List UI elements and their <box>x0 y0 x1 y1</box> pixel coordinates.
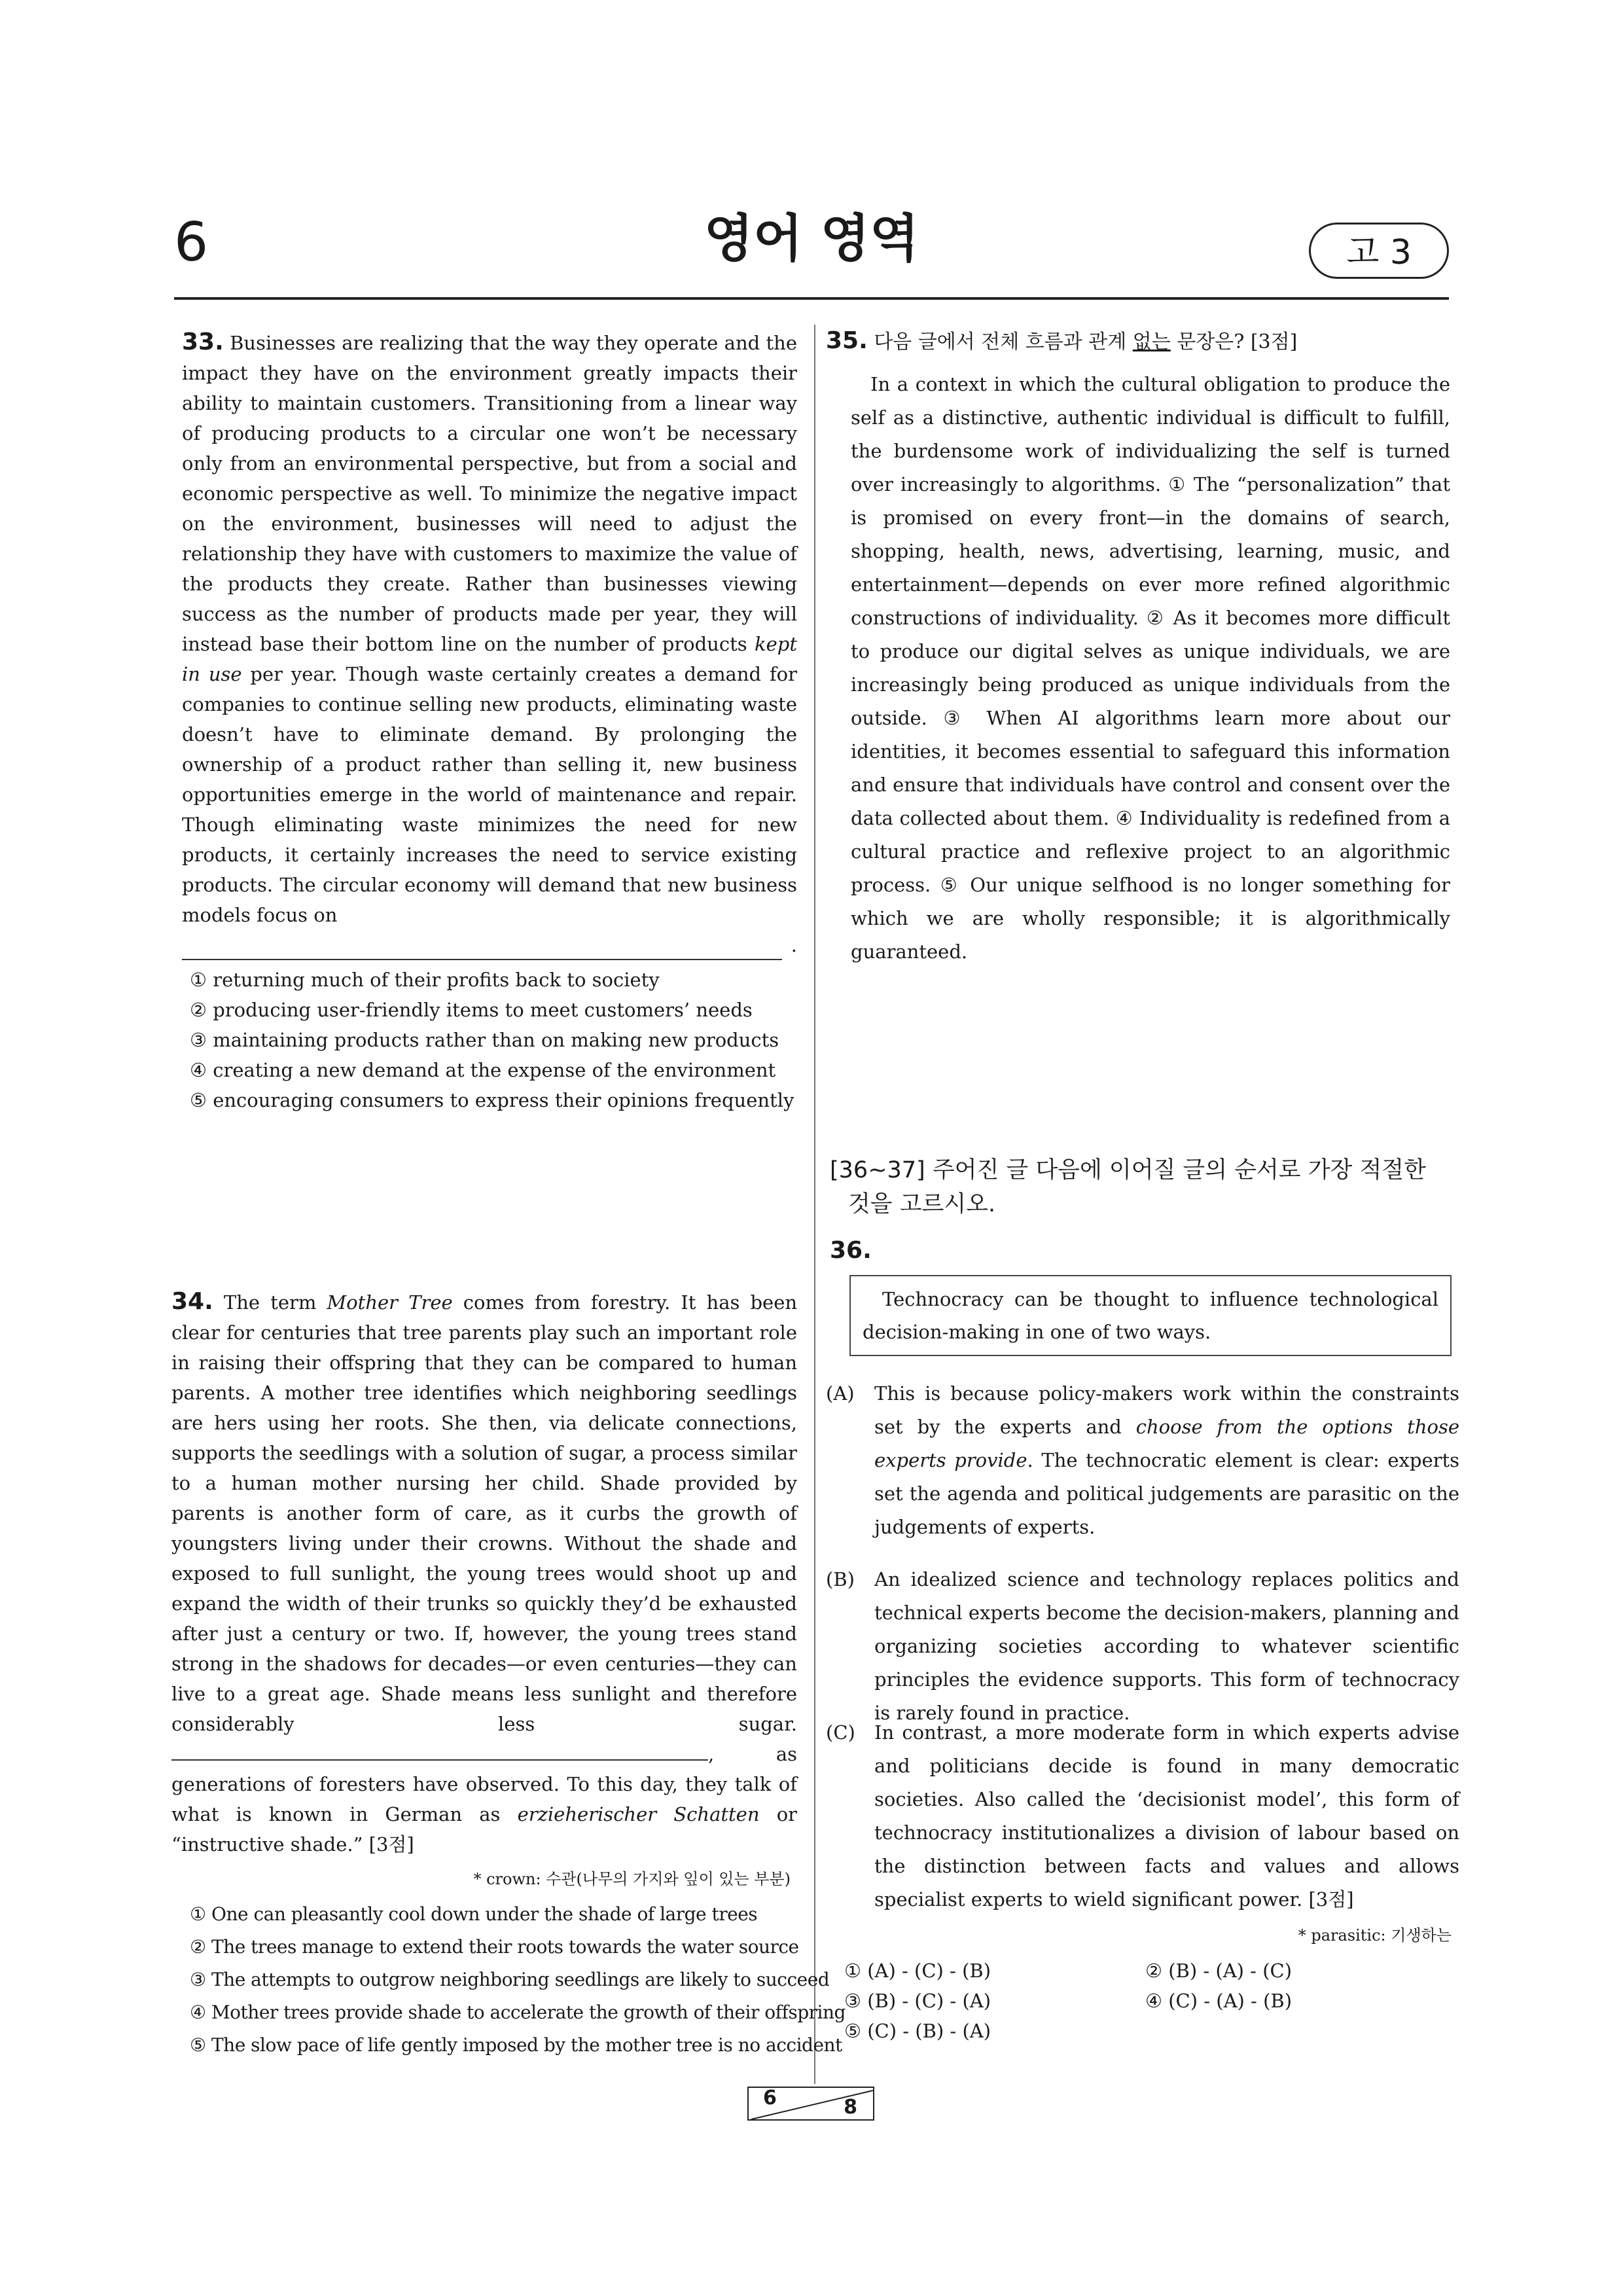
column-divider <box>814 325 815 2084</box>
question-36-paragraph-a <box>826 1377 1459 1544</box>
question-36-footnote: * parasitic: 기생하는 <box>1298 1926 1452 1945</box>
section-36-37-line2: 것을 고르시오. <box>848 1191 996 1217</box>
question-33-italic: kept in use <box>182 633 797 685</box>
question-36-paragraph-c <box>826 1716 1459 1916</box>
page-indicator <box>747 2087 874 2121</box>
page-indicator-current: 6 <box>763 2087 777 2109</box>
page-number: 6 <box>174 211 209 274</box>
question-33-option[interactable]: ④ creating a new demand at the expense of the environment <box>190 1059 776 1081</box>
question-36-given-text: Technocracy can be thought to influence technological decision-making in one of two ways. <box>863 1288 1438 1343</box>
question-36-option[interactable]: ④ (C) - (A) - (B) <box>1145 1990 1293 2012</box>
question-33-option[interactable]: ② producing user-friendly items to meet customers’ needs <box>190 999 753 1021</box>
question-36-option[interactable]: ⑤ (C) - (B) - (A) <box>844 2020 991 2042</box>
question-33-option[interactable]: ① returning much of their profits back to society <box>190 969 660 991</box>
question-36-option[interactable]: ① (A) - (C) - (B) <box>844 1960 991 1982</box>
question-34-option[interactable]: ① One can pleasantly cool down under the shade of large trees <box>190 1903 758 1925</box>
question-33-number: 33. <box>182 329 224 355</box>
question-35-prompt-underlined: 없는 <box>1132 331 1171 353</box>
question-34-text-3: , as generations of foresters have observed. To this day, they talk of what is known in German as <box>171 1743 797 1825</box>
question-33-option[interactable]: ⑤ encouraging consumers to express their opinions frequently <box>190 1089 794 1111</box>
paragraph-b-text: An idealized science and technology replaces politics and technical experts become the decision-makers, planning and organizing societies according to whatever scientific principles the evidence supports. This form of technocracy is rarely found in practice. <box>874 1568 1459 1724</box>
grade-badge: 고 3 <box>1309 223 1449 279</box>
question-34-number: 34. <box>171 1288 213 1315</box>
question-34-text-2: comes from forestry. It has been clear for centuries that tree parents play such an important role in raising their offspring that they can be compared to human parents. A mother tree identifies which neighboring seedlings are hers using her roots. She then, via delicate connections, supports the seedlings with a solution of sugar, a process similar to a human mother nursing her child. Shade provided by parents is another form of care, as it curbs the growth of youngsters living under their crowns. Without the shade and exposed to full sunlight, the young trees would shoot up and expand the width of their trunks so quickly they’d be exhausted after just a century or two. If, however, the young trees stand strong in the shadows for decades—or even centuries—they can live to a great age. Shade means less sunlight and therefore considerably less sugar. <box>171 1291 798 1735</box>
question-36-number: 36. <box>830 1237 872 1264</box>
question-34-text-1: The term <box>223 1291 317 1314</box>
question-33 <box>182 327 797 960</box>
question-36-paragraph-b <box>826 1563 1459 1730</box>
question-33-blank <box>182 943 782 960</box>
question-35-prompt-2: 문장은? [3점] <box>1177 331 1298 353</box>
question-36-option[interactable]: ③ (B) - (C) - (A) <box>844 1990 991 2012</box>
question-35-passage: In a context in which the cultural obligation to produce the self as a distinctive, authentic individual is difficult to fulfill, the burdensome work of individualizing the self is turned over increasingly to algorithms. ① The “personalization” that is promised on every front—in the domains of search, shopping, health, news, advertising, learning, music, and entertainment—depends on ever more refined algorithmic constructions of individuality. ② As it becomes more difficult to produce our digital selves as unique individuals, we are increasingly being produced as unique individuals from the outside. ③ When AI algorithms learn more about our identities, it becomes essential to safeguard this information and ensure that individuals have control and consent over the data collected about them. ④ Individuality is redefined from a cultural practice and reflexive project to an algorithmic process. ⑤ Our unique selfhood is no longer something for which we are wholly responsible; it is algorithmically guaranteed. <box>851 373 1450 963</box>
question-36-given-box <box>849 1275 1452 1356</box>
question-34-italic-2: erzieherischer Schatten <box>517 1803 760 1825</box>
paragraph-a-italic: choose from the options those experts provide <box>874 1416 1460 1471</box>
paragraph-a-text-1: This is because policy-makers work within the constraints set by the experts and <box>874 1382 1459 1438</box>
question-34-option[interactable]: ④ Mother trees provide shade to accelerate the growth of their offspring <box>190 2001 846 2023</box>
question-34-options <box>190 1898 846 2062</box>
section-36-37-line1: [36~37] 주어진 글 다음에 이어질 글의 순서로 가장 적절한 <box>830 1157 1426 1183</box>
question-34-text-4: or “instructive shade.” [3점] <box>171 1803 798 1856</box>
question-34-option[interactable]: ⑤ The slow pace of life gently imposed by the mother tree is no accident <box>190 2034 842 2056</box>
section-36-37-heading <box>830 1153 1452 1221</box>
page-indicator-total: 8 <box>844 2096 857 2119</box>
question-33-options <box>190 965 798 1115</box>
question-34-option[interactable]: ② The trees manage to extend their roots towards the water source <box>190 1936 799 1958</box>
question-35-prompt <box>826 326 1454 357</box>
question-34-italic-1: Mother Tree <box>327 1291 453 1314</box>
paragraph-c-label: (C) <box>826 1721 855 1744</box>
header-rule <box>174 297 1449 300</box>
paragraph-b-label: (B) <box>826 1568 855 1590</box>
paragraph-c-text: In contrast, a more moderate form in which experts advise and politicians decide is found in many democratic societies. Also called the ‘decisionist model’, this form of technocracy institutionalizes a division of labour based on the distinction between facts and values and allows specialist experts to wield significant power. [3점] <box>874 1721 1459 1910</box>
question-34-footnote: * crown: 수관(나무의 가지와 잎이 있는 부분) <box>473 1870 791 1888</box>
question-34-blank <box>171 1746 708 1761</box>
question-33-blank-end: . <box>791 934 797 956</box>
paragraph-a-text-2: . The technocratic element is clear: experts set the agenda and political judgements are parasitic on the judgements of experts. <box>874 1449 1459 1538</box>
question-33-text-1: Businesses are realizing that the way they operate and the impact they have on the environment greatly impacts their ability to maintain customers. Transitioning from a linear way of producing products to a circular one won’t be necessary only from an environmental perspective, but from a social and economic perspective as well. To minimize the negative impact on the environment, businesses will need to adjust the relationship they have with customers to maximize the value of the products they create. Rather than businesses viewing success as the number of products made per year, they will instead base their bottom line on the number of products <box>182 332 797 655</box>
section-title: 영어 영역 <box>704 209 919 268</box>
question-33-text-2: per year. Though waste certainly creates a demand for companies to continue selling new products, eliminating waste doesn’t have to eliminate demand. By prolonging the ownership of a product rather than selling it, new business opportunities emerge in the world of maintenance and repair. Though eliminating waste minimizes the need for new products, it certainly increases the need to service existing products. The circular economy will demand that new business models focus on <box>182 663 798 926</box>
paragraph-a-label: (A) <box>826 1382 855 1405</box>
question-34-option[interactable]: ③ The attempts to outgrow neighboring seedlings are likely to succeed <box>190 1969 830 1990</box>
question-34 <box>171 1287 797 1859</box>
question-33-option[interactable]: ③ maintaining products rather than on making new products <box>190 1029 779 1051</box>
question-35-prompt-1: 다음 글에서 전체 흐름과 관계 <box>874 331 1127 353</box>
question-36-option[interactable]: ② (B) - (A) - (C) <box>1145 1960 1293 1982</box>
question-35-number: 35. <box>826 327 868 354</box>
